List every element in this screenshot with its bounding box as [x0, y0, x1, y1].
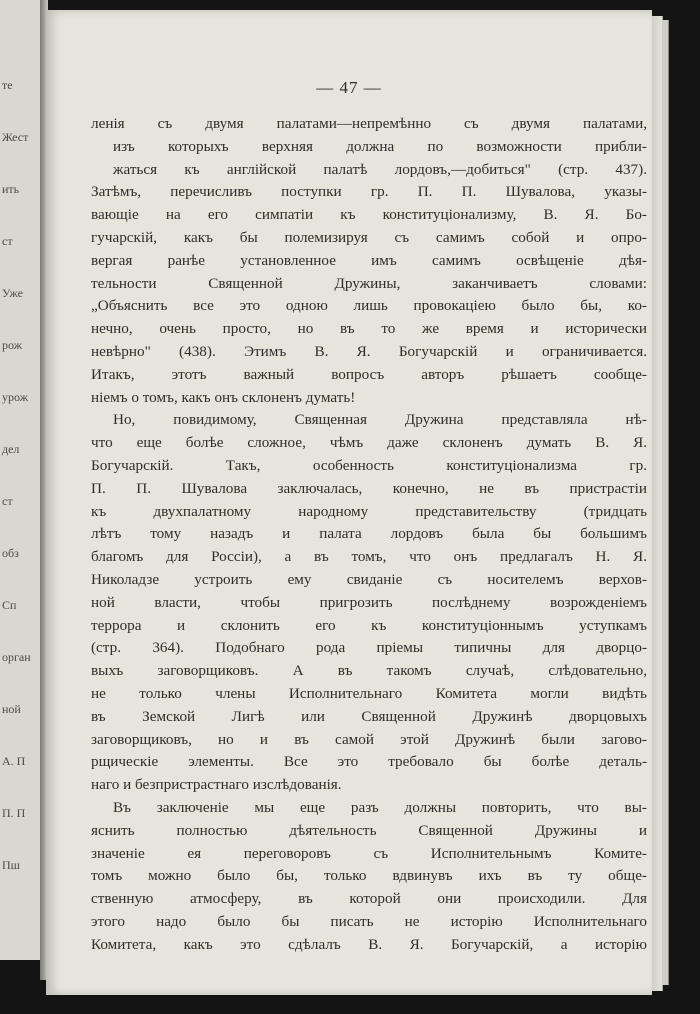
left-page-fragment: ить: [2, 182, 20, 196]
text-line: жаться къ англійской палатѣ лордовъ,—добиться" (стр. 437).: [113, 160, 647, 178]
left-page-fragment: Уже: [2, 286, 23, 300]
text-line: наго и безпристрастнаго изслѣдованія.: [91, 776, 342, 794]
left-page-fragment: обз: [2, 546, 19, 560]
text-line: гучарскій, какъ бы полемизируя съ самимъ собой и опро-: [91, 228, 647, 246]
text-line: Комитета, какъ это сдѣлалъ В. Я. Богучарскій, а исторію: [91, 935, 647, 953]
left-page-fragment: Жест: [2, 130, 29, 144]
text-line: Затѣмъ, перечисливъ поступки гр. П. П. Шувалова, указы-: [91, 183, 647, 201]
text-line: вающіе на его симпатіи къ конституціонализму, В. Я. Бо-: [91, 206, 647, 224]
page-number: — 47 —: [316, 78, 382, 97]
text-line: тельности Священной Дружины, заканчиваетъ словами:: [91, 274, 647, 292]
text-line: что еще болѣе сложное, чѣмъ даже склоненъ думать В. Я.: [91, 434, 647, 452]
text-line: изъ которыхъ верхняя должна по возможности прибли-: [113, 137, 647, 155]
text-line: значеніе ея переговоровъ съ Исполнительнымъ Комите-: [91, 844, 647, 862]
text-line: вергая ранѣе установленное имъ самимъ освѣщеніе дѣя-: [91, 251, 647, 269]
left-page-fragment: П. П: [2, 806, 26, 820]
text-line: Но, повидимому, Священная Дружина представляла нѣ-: [113, 411, 647, 429]
text-line: не только члены Исполнительнаго Комитета могли видѣть: [91, 684, 647, 702]
text-line: террора и склонить его къ конституціоннымъ уступкамъ: [91, 616, 647, 634]
text-line: „Объяснить все это одною лишь провокаціею было бы, ко-: [91, 297, 647, 315]
text-line: этого надо было бы писать не исторію Исполнительнаго: [91, 912, 647, 930]
left-page-fragment: дел: [2, 442, 20, 456]
text-line: лѣтъ тому назадъ и палата лордовъ была бы большимъ: [91, 525, 647, 543]
text-line: Итакъ, этотъ важный вопросъ авторъ рѣшаетъ сообще-: [91, 365, 647, 383]
text-line: невѣрно" (438). Этимъ В. Я. Богучарскій и ограничивается.: [91, 342, 647, 360]
text-line: Николадзе устроить ему свиданіе съ носителемъ верхов-: [91, 570, 647, 588]
left-page-fragment: Сп: [2, 598, 17, 612]
text-line: къ двухпалатному народному представительству (тридцать: [91, 502, 647, 520]
text-line: Богучарскій. Такъ, особенность конституціонализма гр.: [91, 456, 647, 474]
text-line: (стр. 364). Подобнаго рода пріемы типичны для дворцо-: [91, 639, 647, 657]
page-stack-edge-outer: [662, 20, 669, 985]
left-page-fragment: ст: [2, 234, 13, 248]
text-line: заговорщиковъ, но и въ самой этой Дружинѣ были загово-: [91, 730, 647, 748]
left-page-fragment: ной: [2, 702, 21, 716]
left-page-fragment: урож: [2, 390, 28, 404]
book-page: [46, 10, 652, 995]
page-body-text: [91, 113, 647, 956]
text-line: ніемъ о томъ, какъ онъ склоненъ думать!: [91, 388, 356, 406]
left-page-fragment: орган: [2, 650, 31, 664]
text-line: выхъ заговорщиковъ. А въ такомъ случаѣ, слѣдовательно,: [91, 662, 647, 680]
text-line: въ Земской Лигѣ или Священной Дружинѣ дворцовыхъ: [91, 707, 647, 725]
left-page-fragment: рож: [2, 338, 22, 352]
text-line: ленія съ двумя палатами—непремѣнно съ двумя палатами,: [91, 115, 647, 132]
left-page-fragment: те: [2, 78, 13, 92]
text-line: ной власти, чтобы пригрозить послѣднему возрожденіемъ: [91, 593, 647, 611]
text-line: рщическіе элементы. Все это требовало бы болѣе деталь-: [91, 753, 647, 771]
left-page-edge: [0, 0, 41, 960]
text-line: нечно, очень просто, но въ то же время и исторически: [91, 320, 647, 338]
left-page-fragment: Пш: [2, 858, 20, 872]
text-line: благомъ для Россіи), а въ томъ, что онъ предлагалъ Н. Я.: [91, 548, 647, 566]
left-page-fragment: ст: [2, 494, 13, 508]
text-line: Въ заключеніе мы еще разъ должны повторить, что вы-: [113, 798, 647, 816]
text-line: П. П. Шувалова заключалась, конечно, не въ пристрастіи: [91, 479, 647, 497]
text-line: ственную атмосферу, въ которой они происходили. Для: [91, 890, 647, 908]
left-page-fragment: А. П: [2, 754, 26, 768]
text-line: томъ можно было бы, только вдвинувъ ихъ въ ту обще-: [91, 867, 647, 885]
text-line: яснить полностью дѣятельность Священной Дружины и: [91, 821, 647, 839]
